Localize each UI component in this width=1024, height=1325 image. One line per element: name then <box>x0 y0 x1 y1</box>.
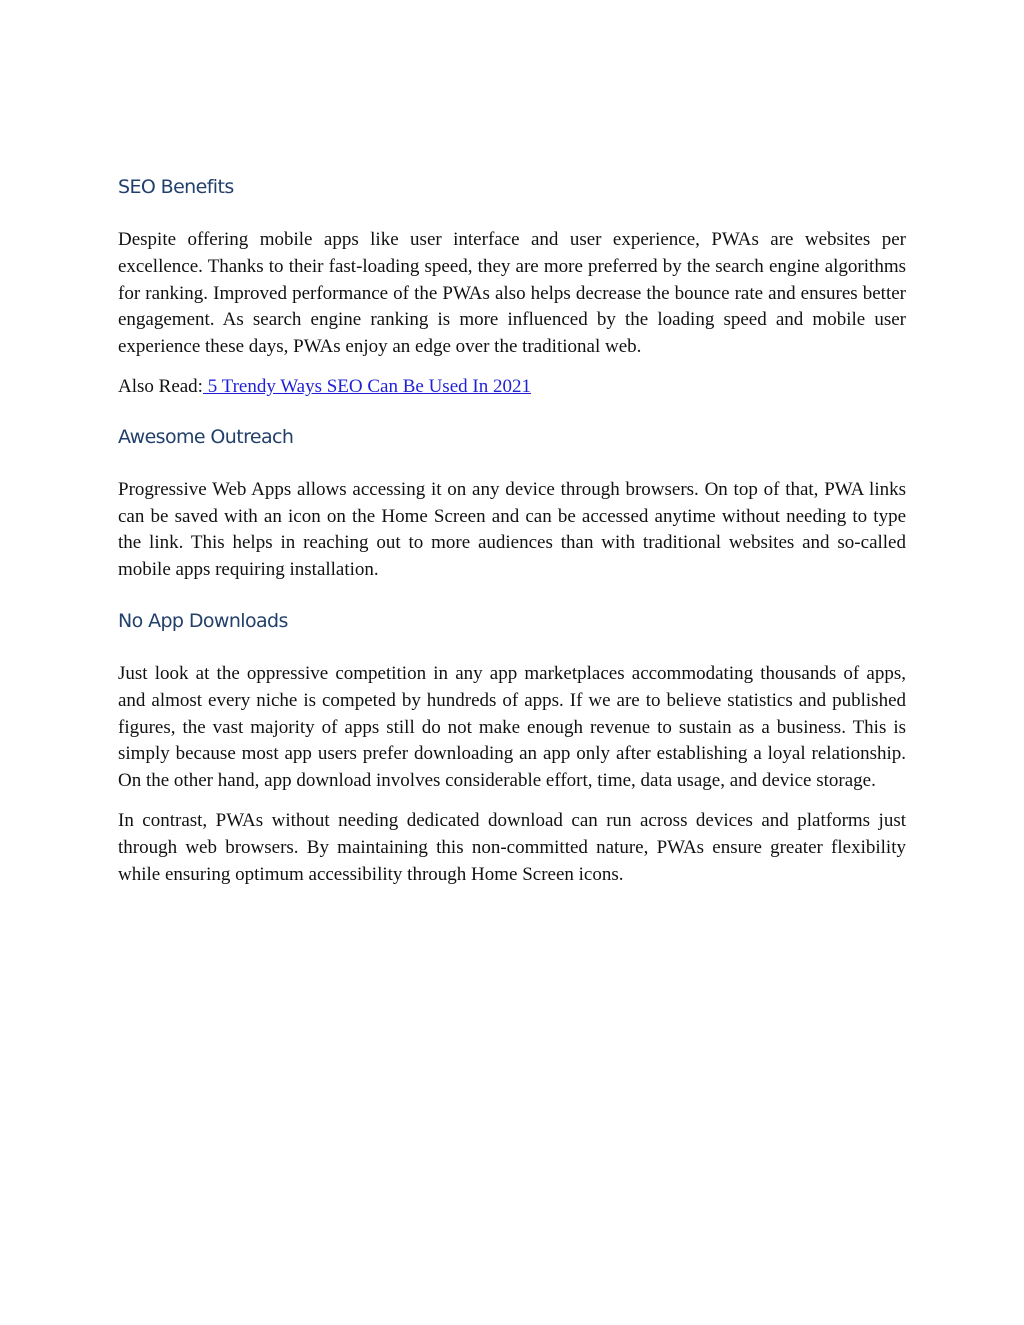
paragraph-no-app-downloads-2: In contrast, PWAs without needing dedicated download can run across devices and platforms just through web browsers. By maintaining this non-committed nature, PWAs ensure greater flexibility while ensuring optimum accessibility through Home Screen icons. <box>118 809 906 885</box>
heading-seo-benefits: SEO Benefits <box>118 176 234 198</box>
also-read-label: Also Read: <box>118 375 203 397</box>
document-page <box>118 172 906 888</box>
heading-awesome-outreach: Awesome Outreach <box>118 425 294 448</box>
heading-no-app-downloads: No App Downloads <box>118 609 288 632</box>
paragraph-no-app-downloads-1: Just look at the oppressive competition in any app marketplaces accommodating thousands of apps, and almost every niche is competed by hundreds of apps. If we are to believe statistics and published figures, the vast majority of apps still do not make enough revenue to sustain as a business. This is simply because most app users prefer downloading an app only after establishing a loyal relationship. On the other hand, app download involves considerable effort, time, data usage, and device storage. <box>118 662 906 792</box>
paragraph-awesome-outreach: Progressive Web Apps allows accessing it on any device through browsers. On top of that, PWA links can be saved with an icon on the Home Screen and can be accessed anytime without needing to type the link. This helps in reaching out to more audiences than with traditional websites and so-called mobile apps requiring installation. <box>118 478 906 581</box>
also-read-line <box>118 374 906 401</box>
also-read-link[interactable]: 5 Trendy Ways SEO Can Be Used In 2021 <box>202 375 531 397</box>
paragraph-seo-benefits: Despite offering mobile apps like user interface and user experience, PWAs are websites per excellence. Thanks to their fast-loading speed, they are more preferred by the search engine algorithms for ranking. Improved performance of the PWAs also helps decrease the bounce rate and ensures better engagement. As search engine ranking is more influenced by the loading speed and mobile user experience these days, PWAs enjoy an edge over the traditional web. <box>118 229 906 358</box>
